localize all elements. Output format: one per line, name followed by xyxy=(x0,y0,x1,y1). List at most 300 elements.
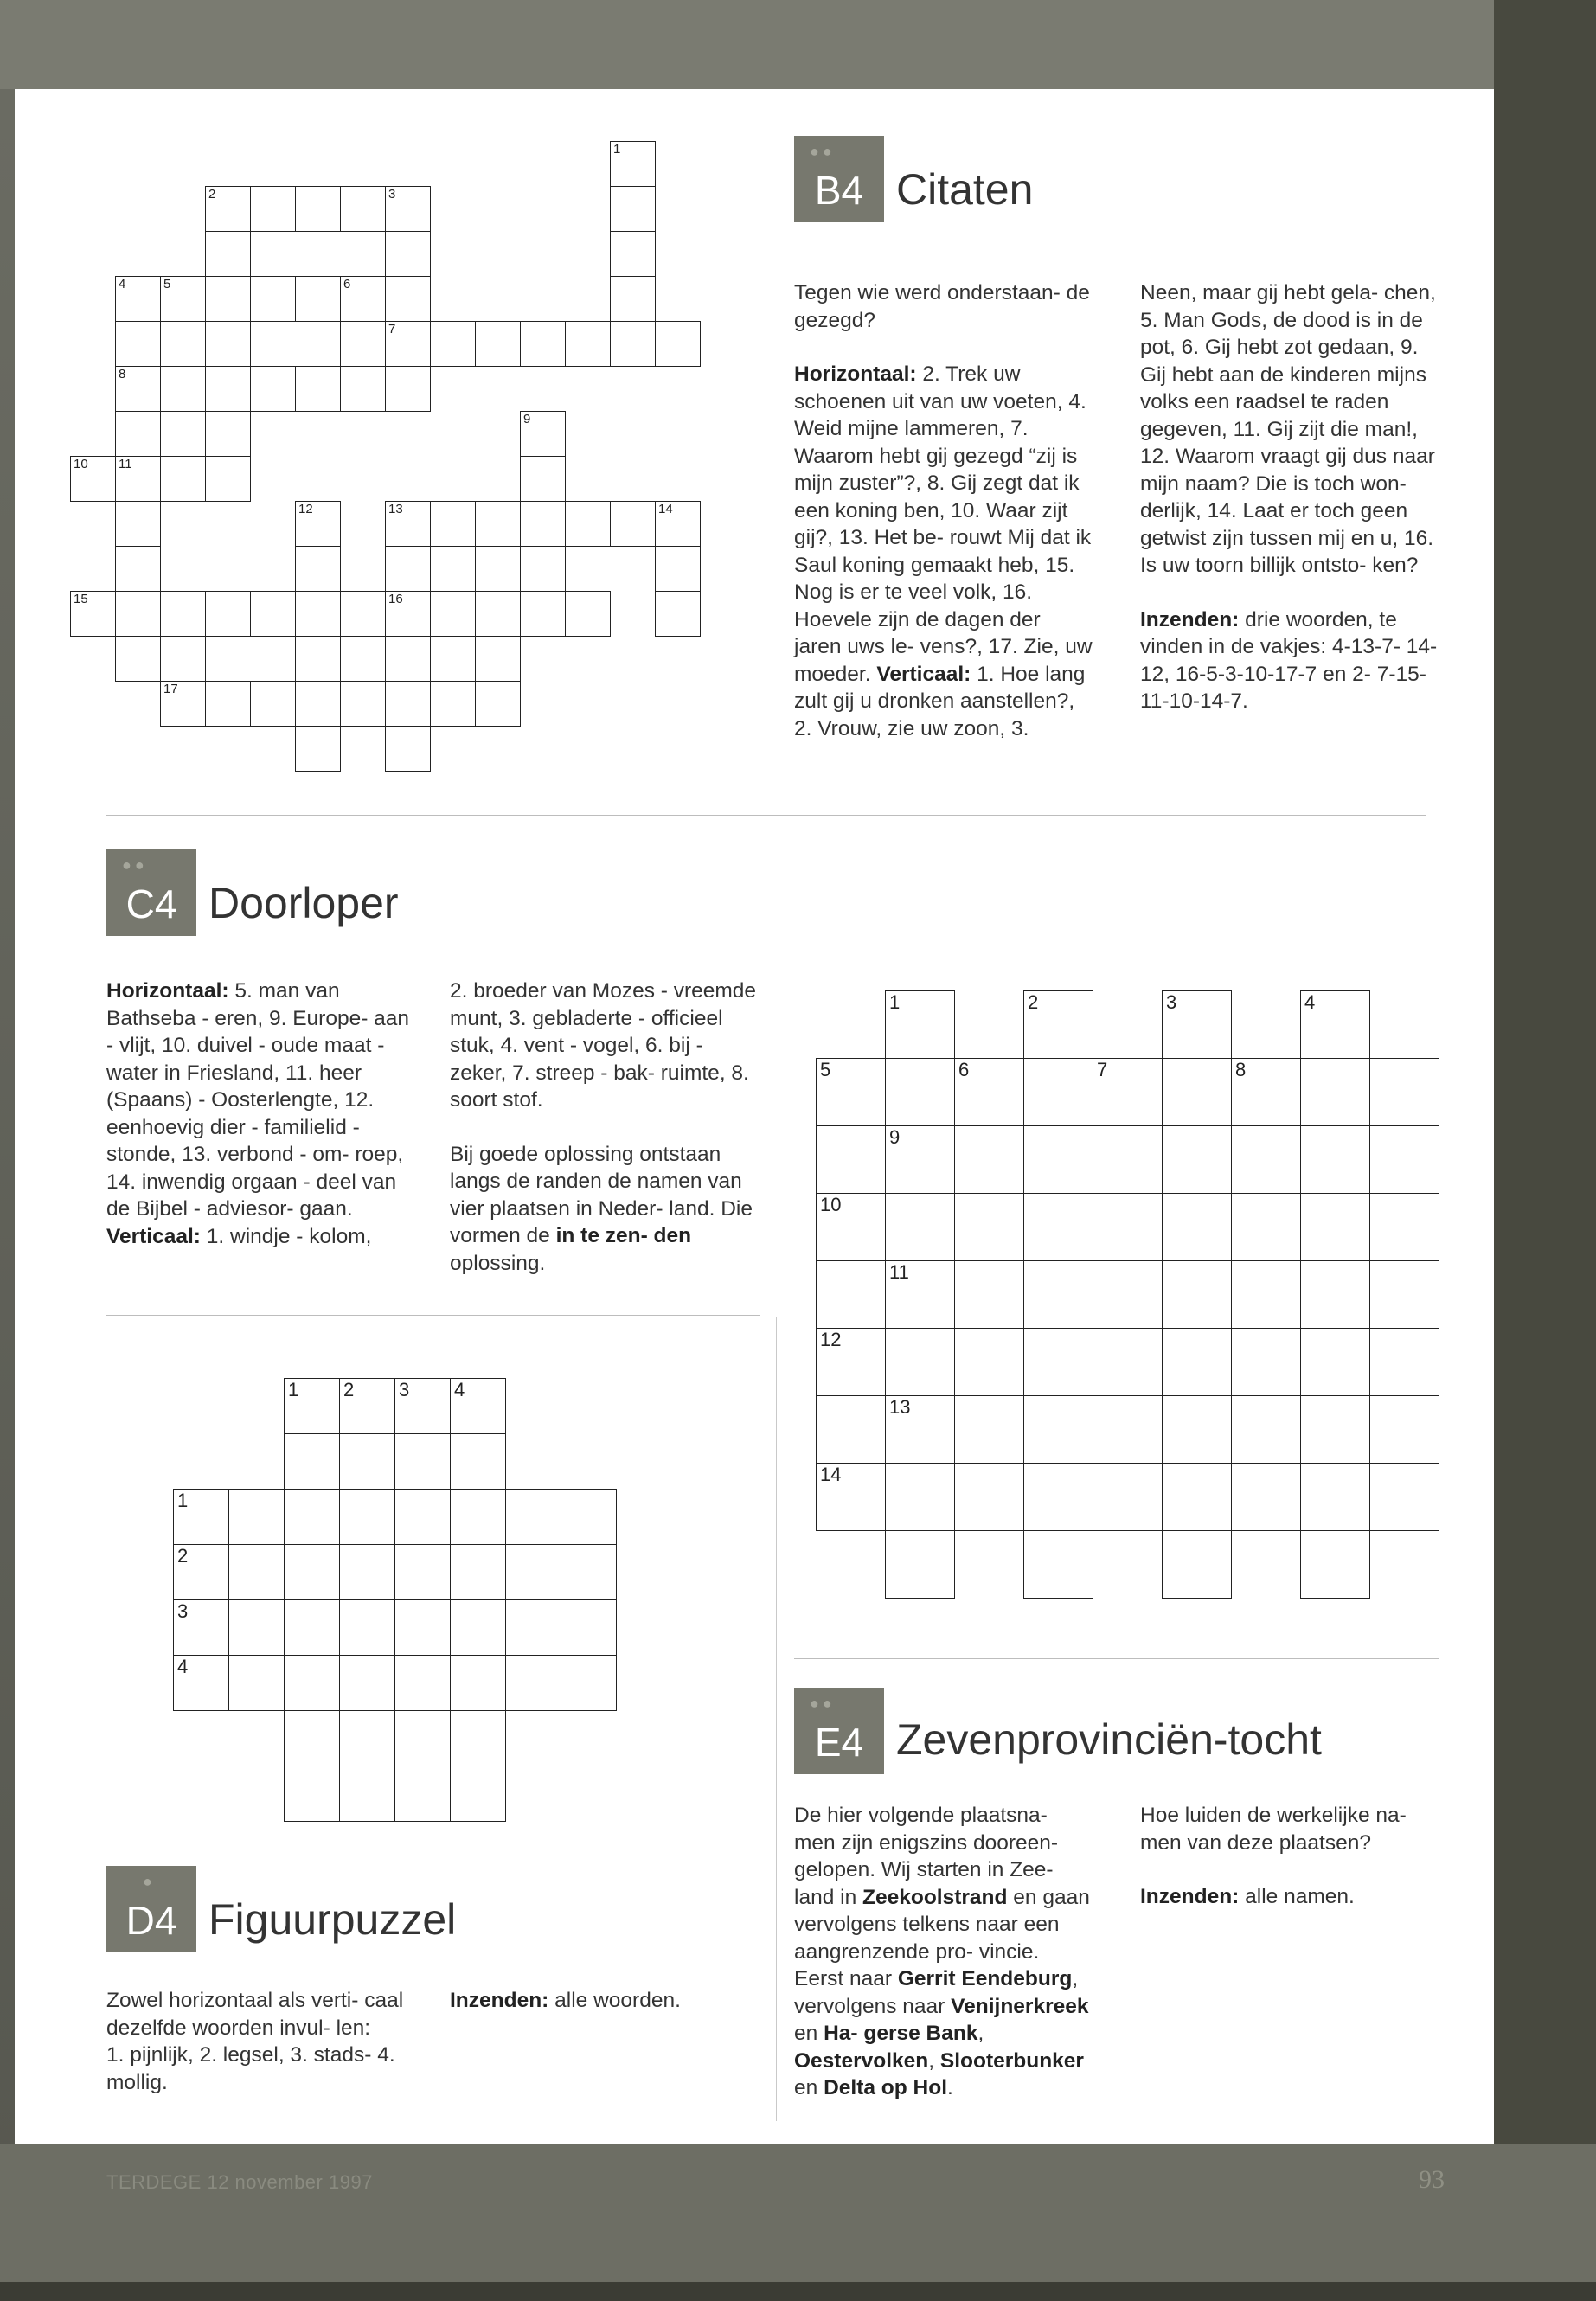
divider-e4 xyxy=(794,1658,1439,1659)
b4-grid-cell[interactable] xyxy=(655,546,701,592)
c4-note-end: oplossing. xyxy=(450,1251,546,1275)
c4-grid-cell[interactable] xyxy=(1369,1328,1439,1396)
c4-grid-cell[interactable] xyxy=(1300,1328,1370,1396)
d4-grid-cell[interactable] xyxy=(561,1599,617,1656)
b4-grid-cell[interactable] xyxy=(610,321,656,367)
b4-title: Citaten xyxy=(896,165,1034,214)
d4-grid-cell[interactable] xyxy=(339,1710,395,1766)
d4-grid-cell[interactable] xyxy=(284,1489,340,1545)
b4-grid-cell[interactable] xyxy=(160,366,206,412)
d4-grid-cell[interactable] xyxy=(284,1433,340,1490)
b4-grid-cell[interactable] xyxy=(115,456,161,502)
b4-grid-cell[interactable] xyxy=(160,456,206,502)
c4-grid-cell[interactable] xyxy=(885,1125,955,1194)
d4-code: D4 xyxy=(125,1898,177,1943)
c4-col2-text: 2. broeder van Mozes - vreemde munt, 3. gebladerte - officieel stuk, 4. vent - vogel, 6. bij - zeker, 7. streep - bak- ruimte, 8. soort stof. xyxy=(450,979,757,1112)
d4-grid-cell[interactable] xyxy=(339,1766,395,1822)
difficulty-dots-icon: ●● xyxy=(122,856,148,874)
b4-badge xyxy=(794,136,884,222)
c4-grid-cell[interactable] xyxy=(1300,1193,1370,1261)
d4-grid-cell[interactable] xyxy=(339,1489,395,1545)
b4-grid-cell[interactable] xyxy=(655,591,701,637)
c4-grid-cell[interactable] xyxy=(885,1395,955,1464)
b4-grid-clue-number: 4 xyxy=(119,277,126,292)
d4-grid-cell[interactable] xyxy=(339,1599,395,1656)
c4-title: Doorloper xyxy=(208,879,399,927)
c4-grid-cell[interactable] xyxy=(1300,1125,1370,1194)
c4-code: C4 xyxy=(125,881,177,926)
e4-text-3: , vervolgens naar xyxy=(794,1967,1079,2018)
c4-grid-clue-number: 8 xyxy=(1235,1059,1247,1080)
d4-grid-cell[interactable] xyxy=(394,1710,451,1766)
b4-grid-cell[interactable] xyxy=(205,591,251,637)
b4-grid-cell[interactable] xyxy=(340,681,386,727)
e4-badge xyxy=(794,1688,884,1774)
e4-col2-text: Hoe luiden de werkelijke na- men van deze plaatsen? xyxy=(1140,1804,1407,1855)
e4-place-3: Venijnerkreek xyxy=(951,1994,1089,2018)
b4-grid-cell[interactable] xyxy=(295,501,341,547)
d4-grid-cell[interactable] xyxy=(173,1489,229,1545)
b4-grid-clue-number: 13 xyxy=(388,502,403,516)
b4-grid-cell[interactable] xyxy=(655,321,701,367)
d4-grid-cell[interactable] xyxy=(450,1710,506,1766)
e4-title: Zevenprovinciën-tocht xyxy=(896,1715,1322,1764)
b4-col2-text: Neen, maar gij hebt gela- chen, 5. Man Gods, de dood is in de pot, 6. Gij hebt zot gedaan, 9. Gij hebt aan de kinderen mijns volks een raadsel te raden gegeven, 11. Gij zijt die man!, 12. Waarom vraagt gij dus naar mijn naam? Die is toch won- derlijk, 14. Laat er toch geen getwist zijn tussen mij en u, 16. Is uw toorn billijk ontsto- ken? xyxy=(1140,281,1436,577)
d4-grid-clue-number: 3 xyxy=(177,1600,189,1622)
b4-grid-cell[interactable] xyxy=(520,546,566,592)
d4-grid-clue-number: 4 xyxy=(177,1656,189,1677)
d4-grid-clue-number: 2 xyxy=(343,1379,355,1400)
d4-grid-cell[interactable] xyxy=(284,1766,340,1822)
e4-text-column-2 xyxy=(1140,1802,1439,1911)
c4-horizontaal-text: 5. man van Bathseba - eren, 9. Europe- aan - vlijt, 10. duivel - oude maat - water in Friesland, 11. heer (Spaans) - Oosterlengte, 12. eenhoevig dier - familielid - stonde, 13. verbond - om- roep, 14. inwendig orgaan - deel van de Bijbel - adviesor- gaan. xyxy=(106,979,410,1221)
b4-grid-cell[interactable] xyxy=(205,456,251,502)
b4-grid-cell[interactable] xyxy=(295,546,341,592)
c4-grid-cell[interactable] xyxy=(954,1463,1024,1531)
b4-grid-clue-number: 2 xyxy=(208,187,216,202)
c4-grid-cell[interactable] xyxy=(1093,1395,1163,1464)
c4-grid-cell[interactable] xyxy=(885,1328,955,1396)
b4-grid-cell[interactable] xyxy=(430,501,476,547)
d4-grid-cell[interactable] xyxy=(394,1599,451,1656)
divider-b4 xyxy=(106,815,1426,816)
b4-grid-cell[interactable] xyxy=(655,501,701,547)
c4-horizontaal-label: Horizontaal: xyxy=(106,979,229,1003)
d4-grid-cell[interactable] xyxy=(505,1489,561,1545)
b4-text-column-2 xyxy=(1140,279,1439,715)
d4-grid-cell[interactable] xyxy=(505,1544,561,1600)
b4-grid-cell[interactable] xyxy=(160,411,206,457)
c4-grid-clue-number: 9 xyxy=(889,1126,901,1148)
b4-grid-cell[interactable] xyxy=(295,186,341,232)
c4-grid-cell[interactable] xyxy=(1369,1125,1439,1194)
c4-grid-cell[interactable] xyxy=(1093,1058,1163,1126)
b4-grid-clue-number: 17 xyxy=(163,682,178,696)
d4-grid-cell[interactable] xyxy=(450,1655,506,1711)
b4-grid-cell[interactable] xyxy=(295,276,341,322)
c4-grid-cell[interactable] xyxy=(1093,1193,1163,1261)
c4-grid-cell[interactable] xyxy=(1231,1463,1301,1531)
e4-place-1: Zeekoolstrand xyxy=(862,1885,1008,1909)
b4-grid-cell[interactable] xyxy=(250,366,296,412)
d4-title: Figuurpuzzel xyxy=(208,1895,457,1944)
c4-grid-cell[interactable] xyxy=(1369,1463,1439,1531)
d4-grid-clue-number: 4 xyxy=(454,1379,465,1400)
b4-grid-cell[interactable] xyxy=(115,411,161,457)
c4-text-column-1 xyxy=(106,977,413,1250)
d4-grid-cell[interactable] xyxy=(505,1599,561,1656)
b4-grid-cell[interactable] xyxy=(340,591,386,637)
b4-grid-cell[interactable] xyxy=(520,411,566,457)
b4-grid-cell[interactable] xyxy=(115,546,161,592)
c4-grid-cell[interactable] xyxy=(1300,1463,1370,1531)
b4-grid-cell[interactable] xyxy=(565,501,611,547)
c4-grid-cell[interactable] xyxy=(1162,1193,1232,1261)
b4-grid-cell[interactable] xyxy=(115,501,161,547)
b4-grid-clue-number: 10 xyxy=(74,457,88,471)
b4-grid-cell[interactable] xyxy=(385,636,431,682)
c4-note-bold: in te zen- den xyxy=(555,1224,692,1247)
d4-grid-cell[interactable] xyxy=(450,1599,506,1656)
b4-grid-clue-number: 6 xyxy=(343,277,351,292)
scan-top-band xyxy=(0,0,1596,89)
c4-grid-cell[interactable] xyxy=(1023,990,1093,1059)
scan-right-edge xyxy=(1494,0,1596,2301)
b4-grid-clue-number: 15 xyxy=(74,592,88,606)
b4-grid-cell[interactable] xyxy=(70,591,116,637)
c4-grid-cell[interactable] xyxy=(885,990,955,1059)
e4-text-column-1: De hier volgende plaatsna- men zijn enigszins dooreen- gelopen. Wij starten in Zee- land in Zeekoolstrand en gaan vervolgens telkens naar een aangrenzende pro- vincie. Eerst naar Gerrit Eendeburg, vervolgens naar Venijnerkreek en Ha- gerse Bank, Oestervolken, Slooterbunker en Delta op Hol. xyxy=(794,1804,1090,2099)
c4-grid-cell[interactable] xyxy=(1300,1530,1370,1599)
c4-grid-clue-number: 3 xyxy=(1166,991,1177,1013)
e4-text-1: De hier volgende plaatsna- men zijn enigszins dooreen- gelopen. Wij starten in Zee- land in xyxy=(794,1804,1059,1909)
c4-grid-cell[interactable] xyxy=(1231,1058,1301,1126)
b4-grid-cell[interactable] xyxy=(610,501,656,547)
c4-grid-cell[interactable] xyxy=(1369,1193,1439,1261)
d4-text-column-1 xyxy=(106,1987,413,2096)
d4-badge xyxy=(106,1866,196,1952)
b4-grid-cell[interactable] xyxy=(385,681,431,727)
c4-grid-cell[interactable] xyxy=(1162,1530,1232,1599)
c4-grid-cell[interactable] xyxy=(1023,1328,1093,1396)
c4-grid-cell[interactable] xyxy=(1231,1260,1301,1329)
d4-grid-cell[interactable] xyxy=(505,1655,561,1711)
b4-grid-cell[interactable] xyxy=(295,636,341,682)
c4-grid-cell[interactable] xyxy=(1023,1193,1093,1261)
c4-grid-cell[interactable] xyxy=(1162,1395,1232,1464)
d4-grid-clue-number: 1 xyxy=(177,1490,189,1511)
c4-grid-cell[interactable] xyxy=(816,1260,886,1329)
b4-grid-clue-number: 7 xyxy=(388,322,396,336)
b4-grid-clue-number: 16 xyxy=(388,592,403,606)
b4-grid-cell[interactable] xyxy=(115,591,161,637)
d4-grid-clue-number: 1 xyxy=(288,1379,299,1400)
difficulty-dot-icon: ● xyxy=(143,1873,156,1890)
b4-grid-cell[interactable] xyxy=(610,231,656,277)
b4-grid-cell[interactable] xyxy=(205,681,251,727)
b4-grid-cell[interactable] xyxy=(520,456,566,502)
c4-grid-cell[interactable] xyxy=(1093,1125,1163,1194)
b4-grid-cell[interactable] xyxy=(520,591,566,637)
c4-grid-cell[interactable] xyxy=(1093,1260,1163,1329)
b4-grid-cell[interactable] xyxy=(565,321,611,367)
d4-grid-cell[interactable] xyxy=(284,1378,340,1434)
c4-grid-cell[interactable] xyxy=(1023,1125,1093,1194)
c4-badge xyxy=(106,849,196,936)
d4-grid-cell[interactable] xyxy=(339,1655,395,1711)
b4-verticaal-text: 1. Hoe lang zult gij u dronken aanstellen?, 2. Vrouw, zie uw zoon, 3. xyxy=(794,662,1086,740)
b4-grid-clue-number: 9 xyxy=(523,412,531,426)
d4-grid-cell[interactable] xyxy=(394,1544,451,1600)
c4-verticaal-text: 1. windje - kolom, xyxy=(206,1224,372,1248)
b4-grid-cell[interactable] xyxy=(430,681,476,727)
c4-grid-cell[interactable] xyxy=(1369,1260,1439,1329)
b4-grid-cell[interactable] xyxy=(160,636,206,682)
d4-grid-cell[interactable] xyxy=(228,1655,285,1711)
c4-grid-cell[interactable] xyxy=(816,1395,886,1464)
b4-grid-cell[interactable] xyxy=(160,591,206,637)
b4-grid-cell[interactable] xyxy=(385,591,431,637)
b4-grid-cell[interactable] xyxy=(475,321,521,367)
b4-grid-cell[interactable] xyxy=(115,366,161,412)
b4-grid-cell[interactable] xyxy=(205,411,251,457)
d4-grid-cell[interactable] xyxy=(394,1433,451,1490)
d4-grid-cell[interactable] xyxy=(450,1433,506,1490)
c4-grid-cell[interactable] xyxy=(1300,1260,1370,1329)
b4-intro: Tegen wie werd onderstaan- de gezegd? xyxy=(794,281,1090,332)
c4-grid-cell[interactable] xyxy=(954,1193,1024,1261)
b4-grid-cell[interactable] xyxy=(205,231,251,277)
c4-grid-clue-number: 13 xyxy=(889,1396,911,1418)
d4-grid-cell[interactable] xyxy=(173,1655,229,1711)
b4-grid-cell[interactable] xyxy=(610,141,656,187)
scan-bottom-edge xyxy=(0,2282,1596,2301)
d4-grid-cell[interactable] xyxy=(450,1378,506,1434)
divider-c4 xyxy=(106,1315,760,1316)
d4-grid-clue-number: 3 xyxy=(399,1379,410,1400)
b4-grid-cell[interactable] xyxy=(115,276,161,322)
d4-grid-cell[interactable] xyxy=(228,1544,285,1600)
b4-grid-cell[interactable] xyxy=(520,321,566,367)
e4-text-4: en xyxy=(794,2022,818,2045)
b4-grid-cell[interactable] xyxy=(250,276,296,322)
b4-grid-cell[interactable] xyxy=(385,231,431,277)
b4-grid-cell[interactable] xyxy=(250,186,296,232)
c4-grid-cell[interactable] xyxy=(885,1463,955,1531)
c4-grid-cell[interactable] xyxy=(1162,1328,1232,1396)
b4-grid-cell[interactable] xyxy=(475,591,521,637)
e4-place-2: Gerrit Eendeburg xyxy=(897,1967,1073,1990)
b4-grid-cell[interactable] xyxy=(385,276,431,322)
c4-text-column-2 xyxy=(450,977,761,1277)
b4-grid-cell[interactable] xyxy=(475,681,521,727)
c4-grid-cell[interactable] xyxy=(1023,1463,1093,1531)
d4-grid-cell[interactable] xyxy=(173,1544,229,1600)
c4-grid-clue-number: 6 xyxy=(958,1059,970,1080)
b4-grid-cell[interactable] xyxy=(340,186,386,232)
c4-grid-cell[interactable] xyxy=(1300,1395,1370,1464)
d4-clues: 1. pijnlijk, 2. legsel, 3. stads- 4. mollig. xyxy=(106,2043,395,2094)
d4-grid-cell[interactable] xyxy=(339,1544,395,1600)
b4-grid-cell[interactable] xyxy=(205,366,251,412)
b4-horizontaal-text: 2. Trek uw schoenen uit van uw voeten, 4. Weid mijne lammeren, 7. Waarom hebt gij gezegd “zij is mijn zuster”?, 8. Gij zegt dat ik een koning ben, 10. Waar zijt gij?, 13. Het be- rouwt Mij dat ik Saul koning gemaakt heb, 15. Nog is er te veel volk, 16. Hoevele zijn de dagen der jaren uws le- vens?, 17. Zie, uw moeder. xyxy=(794,362,1093,686)
c4-grid-cell[interactable] xyxy=(816,1125,886,1194)
b4-grid-clue-number: 8 xyxy=(119,367,126,381)
c4-grid-cell[interactable] xyxy=(1300,1058,1370,1126)
c4-grid-cell[interactable] xyxy=(1023,1260,1093,1329)
b4-grid-cell[interactable] xyxy=(205,276,251,322)
footer-publication: TERDEGE 12 november 1997 xyxy=(106,2171,373,2193)
c4-grid-cell[interactable] xyxy=(1023,1530,1093,1599)
difficulty-dots-icon: ●● xyxy=(810,1695,836,1712)
c4-grid-cell[interactable] xyxy=(954,1058,1024,1126)
c4-grid-cell[interactable] xyxy=(1162,1058,1232,1126)
c4-grid-cell[interactable] xyxy=(816,1463,886,1531)
b4-grid-cell[interactable] xyxy=(340,276,386,322)
b4-inzenden xyxy=(1140,606,1439,715)
b4-inzenden-label: Inzenden: xyxy=(1140,607,1240,631)
c4-grid-cell[interactable] xyxy=(816,1058,886,1126)
b4-grid-cell[interactable] xyxy=(205,321,251,367)
d4-grid-cell[interactable] xyxy=(394,1766,451,1822)
b4-grid-cell[interactable] xyxy=(475,636,521,682)
d4-grid-cell[interactable] xyxy=(284,1544,340,1600)
c4-grid-cell[interactable] xyxy=(1231,1328,1301,1396)
d4-text: Zowel horizontaal als verti- caal dezelfde woorden invul- len: xyxy=(106,1989,404,2040)
c4-grid-cell[interactable] xyxy=(1231,1125,1301,1194)
b4-grid-cell[interactable] xyxy=(295,591,341,637)
c4-grid-cell[interactable] xyxy=(1369,1058,1439,1126)
d4-grid-cell[interactable] xyxy=(450,1544,506,1600)
c4-grid-clue-number: 2 xyxy=(1028,991,1039,1013)
c4-grid-cell[interactable] xyxy=(1023,1058,1093,1126)
b4-code: B4 xyxy=(814,168,864,213)
b4-grid-cell[interactable] xyxy=(160,276,206,322)
b4-grid-cell[interactable] xyxy=(385,366,431,412)
d4-grid-cell[interactable] xyxy=(394,1378,451,1434)
b4-grid-cell[interactable] xyxy=(160,681,206,727)
b4-grid-cell[interactable] xyxy=(610,186,656,232)
d4-grid-cell[interactable] xyxy=(394,1655,451,1711)
c4-note xyxy=(450,1141,761,1278)
d4-grid-cell[interactable] xyxy=(284,1710,340,1766)
c4-grid-cell[interactable] xyxy=(1369,1395,1439,1464)
c4-grid-cell[interactable] xyxy=(954,1125,1024,1194)
c4-grid-cell[interactable] xyxy=(1023,1395,1093,1464)
column-divider xyxy=(776,1317,777,2121)
e4-inzenden xyxy=(1140,1883,1439,1911)
b4-grid-cell[interactable] xyxy=(70,456,116,502)
b4-grid-clue-number: 12 xyxy=(298,502,313,516)
c4-grid-cell[interactable] xyxy=(1231,1395,1301,1464)
b4-grid-cell[interactable] xyxy=(385,726,431,772)
b4-grid-cell[interactable] xyxy=(295,366,341,412)
d4-text-column-2 xyxy=(450,1987,761,2015)
d4-grid-cell[interactable] xyxy=(450,1489,506,1545)
c4-verticaal-label: Verticaal: xyxy=(106,1224,201,1248)
d4-inzenden-text: alle woorden. xyxy=(554,1989,681,2012)
c4-grid-cell[interactable] xyxy=(1231,1193,1301,1261)
c4-grid-cell[interactable] xyxy=(816,1193,886,1261)
d4-grid-cell[interactable] xyxy=(284,1599,340,1656)
c4-grid-clue-number: 4 xyxy=(1304,991,1316,1013)
d4-grid-cell[interactable] xyxy=(228,1599,285,1656)
b4-grid-cell[interactable] xyxy=(475,501,521,547)
d4-grid-cell[interactable] xyxy=(173,1599,229,1656)
b4-grid-cell[interactable] xyxy=(430,321,476,367)
b4-grid-cell[interactable] xyxy=(385,501,431,547)
b4-grid-cell[interactable] xyxy=(115,321,161,367)
d4-grid-cell[interactable] xyxy=(394,1489,451,1545)
footer-page-number: 93 xyxy=(1419,2165,1445,2194)
b4-grid-cell[interactable] xyxy=(385,546,431,592)
d4-inzenden-label: Inzenden: xyxy=(450,1989,549,2012)
c4-grid-cell[interactable] xyxy=(954,1395,1024,1464)
b4-grid-cell[interactable] xyxy=(295,681,341,727)
c4-grid-cell[interactable] xyxy=(816,1328,886,1396)
b4-grid-cell[interactable] xyxy=(205,186,251,232)
b4-inzenden-text: drie woorden, te vinden in de vakjes: 4-13-7- 14-12, 16-5-3-10-17-7 en 2- 7-15-11-10-14-7. xyxy=(1140,607,1438,713)
d4-grid-cell[interactable] xyxy=(339,1378,395,1434)
d4-grid-cell[interactable] xyxy=(450,1766,506,1822)
c4-note-text: Bij goede oplossing ontstaan langs de randen de namen van vier plaatsen in Neder- land. Die vormen de xyxy=(450,1142,753,1247)
b4-grid-cell[interactable] xyxy=(340,366,386,412)
d4-grid-cell[interactable] xyxy=(228,1489,285,1545)
c4-grid-clue-number: 5 xyxy=(820,1059,831,1080)
b4-grid-clue-number: 14 xyxy=(658,502,673,516)
c4-grid-clue-number: 7 xyxy=(1097,1059,1108,1080)
d4-grid-cell[interactable] xyxy=(561,1489,617,1545)
b4-grid-cell[interactable] xyxy=(430,591,476,637)
c4-grid-cell[interactable] xyxy=(1093,1463,1163,1531)
b4-grid-cell[interactable] xyxy=(250,681,296,727)
d4-grid-cell[interactable] xyxy=(284,1655,340,1711)
c4-grid-cell[interactable] xyxy=(954,1328,1024,1396)
b4-grid-cell[interactable] xyxy=(520,501,566,547)
c4-grid-cell[interactable] xyxy=(885,1058,955,1126)
c4-grid-cell[interactable] xyxy=(1093,1328,1163,1396)
e4-place-6: Slooterbunker xyxy=(939,2048,1084,2073)
c4-grid-cell[interactable] xyxy=(885,1530,955,1599)
b4-grid-clue-number: 3 xyxy=(388,187,396,202)
c4-grid-cell[interactable] xyxy=(885,1193,955,1261)
c4-grid-cell[interactable] xyxy=(1300,990,1370,1059)
b4-grid-cell[interactable] xyxy=(250,591,296,637)
b4-grid-cell[interactable] xyxy=(610,276,656,322)
b4-grid-cell[interactable] xyxy=(565,591,611,637)
footer-band xyxy=(0,2144,1596,2282)
b4-grid-cell[interactable] xyxy=(385,186,431,232)
d4-grid-cell[interactable] xyxy=(561,1544,617,1600)
e4-code: E4 xyxy=(814,1720,864,1765)
d4-grid-cell[interactable] xyxy=(561,1655,617,1711)
c4-grid-cell[interactable] xyxy=(1162,1463,1232,1531)
c4-grid-cell[interactable] xyxy=(954,1260,1024,1329)
b4-grid-clue-number: 11 xyxy=(119,457,132,471)
b4-grid-cell[interactable] xyxy=(475,546,521,592)
c4-grid-cell[interactable] xyxy=(1162,990,1232,1059)
b4-grid-cell[interactable] xyxy=(385,321,431,367)
c4-grid-cell[interactable] xyxy=(1162,1125,1232,1194)
c4-grid-cell[interactable] xyxy=(1162,1260,1232,1329)
b4-grid-cell[interactable] xyxy=(295,726,341,772)
b4-grid-cell[interactable] xyxy=(115,636,161,682)
e4-text-2: en gaan vervolgens telkens naar een aangrenzende pro- vincie. Eerst naar xyxy=(794,1885,1090,1990)
e4-text-5: en xyxy=(794,2076,818,2099)
b4-grid-cell[interactable] xyxy=(340,321,386,367)
d4-grid-cell[interactable] xyxy=(339,1433,395,1490)
c4-grid-cell[interactable] xyxy=(885,1260,955,1329)
